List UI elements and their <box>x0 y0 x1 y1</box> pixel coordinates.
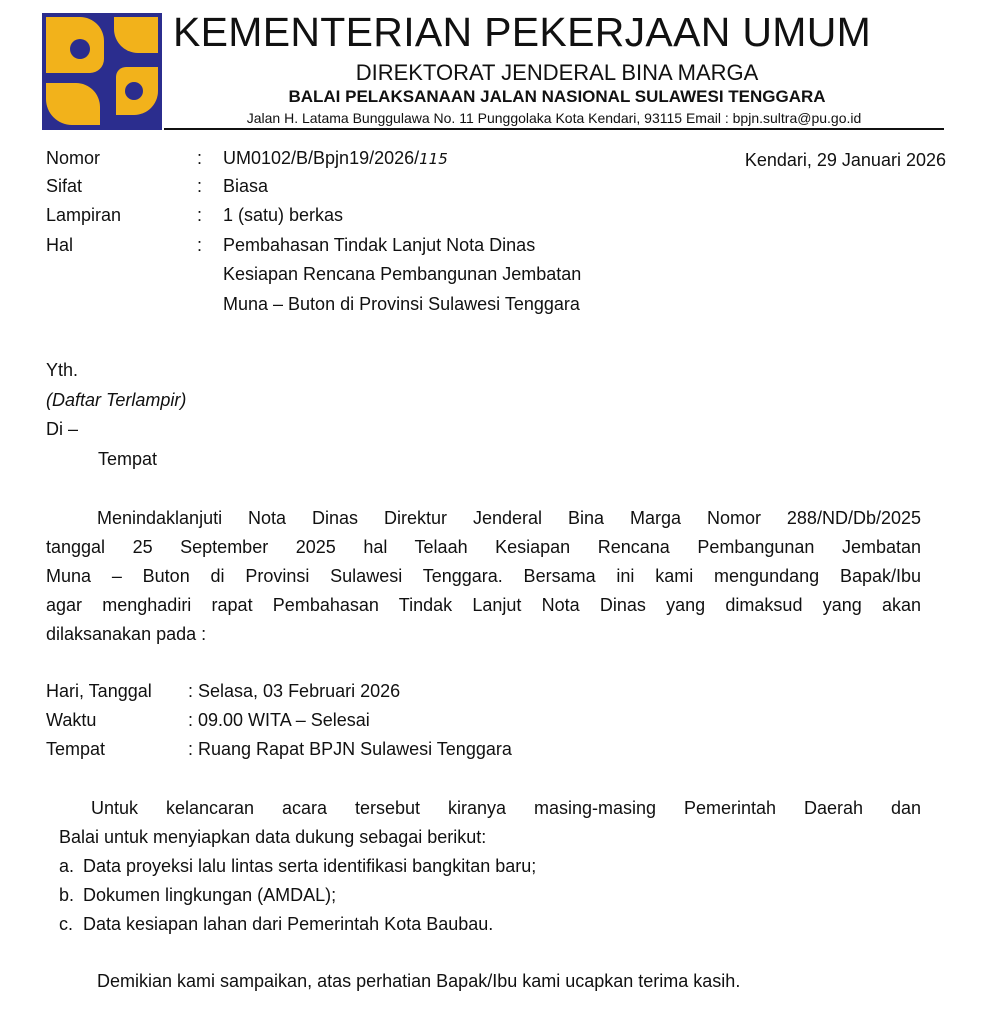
addressee-list: (Daftar Terlampir) <box>46 390 187 410</box>
schedule-value: : Selasa, 03 Februari 2026 <box>188 681 401 701</box>
sifat-label: Sifat <box>46 176 83 196</box>
nomor-number: UM0102/B/Bpjn19/2026/ <box>223 148 420 168</box>
request-line: Untuk kelancaran acara tersebut kiranya masing-masing Pemerintah Daerah dan <box>91 798 921 818</box>
office-title: BALAI PELAKSANAAN JALAN NASIONAL SULAWESI TENGGARA <box>288 87 826 106</box>
list-text: Data kesiapan lahan dari Pemerintah Kota Baubau. <box>83 914 494 934</box>
schedule-label: Hari, Tanggal <box>46 681 152 701</box>
list-marker: a. <box>59 856 75 876</box>
hal-line: Muna – Buton di Provinsi Sulawesi Tenggara <box>223 294 580 314</box>
list-marker: b. <box>59 885 75 905</box>
request-line: Balai untuk menyiapkan data dukung sebagai berikut: <box>59 827 487 847</box>
hal-label: Hal <box>46 235 74 255</box>
list-text: Data proyeksi lalu lintas serta identifikasi bangkitan baru; <box>83 856 537 876</box>
closing-line: Demikian kami sampaikan, atas perhatian Bapak/Ibu kami ucapkan terima kasih. <box>97 971 741 991</box>
nomor-value <box>223 146 448 171</box>
colon: : <box>197 235 203 255</box>
hal-line: Kesiapan Rencana Pembangunan Jembatan <box>223 264 582 284</box>
nomor-label: Nomor <box>46 148 101 168</box>
office-address: Jalan H. Latama Bunggulawa No. 11 Punggolaka Kota Kendari, 93115 Email : bpjn.sultra@pu.go.id <box>164 109 944 130</box>
intro-line: agar menghadiri rapat Pembahasan Tindak Lanjut Nota Dinas yang dimaksud yang akan <box>46 595 921 615</box>
schedule-value: : Ruang Rapat BPJN Sulawesi Tenggara <box>188 739 512 759</box>
list-marker: c. <box>59 914 74 934</box>
place-date: Kendari, 29 Januari 2026 <box>744 150 946 170</box>
directorate-title: DIREKTORAT JENDERAL BINA MARGA <box>355 60 759 85</box>
addressee-tempat: Tempat <box>98 449 158 469</box>
addressee-di: Di – <box>46 419 79 439</box>
schedule-label: Tempat <box>46 739 106 759</box>
sifat-value: Biasa <box>223 176 269 196</box>
intro-line: Muna – Buton di Provinsi Sulawesi Tenggara. Bersama ini kami mengundang Bapak/Ibu <box>46 566 921 586</box>
list-text: Dokumen lingkungan (AMDAL); <box>83 885 337 905</box>
schedule-label: Waktu <box>46 710 97 730</box>
addressee-yth: Yth. <box>46 360 79 380</box>
schedule-value: : 09.00 WITA – Selesai <box>188 710 370 730</box>
lampiran-value: 1 (satu) berkas <box>223 205 344 225</box>
ministry-title: KEMENTERIAN PEKERJAAN UMUM <box>173 9 872 55</box>
colon: : <box>197 148 203 168</box>
intro-line: tanggal 25 September 2025 hal Telaah Kesiapan Rencana Pembangunan Jembatan <box>46 537 921 557</box>
hal-line: Pembahasan Tindak Lanjut Nota Dinas <box>223 235 536 255</box>
nomor-handwritten: 115 <box>419 150 448 168</box>
intro-line: Menindaklanjuti Nota Dinas Direktur Jenderal Bina Marga Nomor 288/ND/Db/2025 <box>97 508 921 528</box>
pu-logo <box>42 13 162 130</box>
lampiran-label: Lampiran <box>46 205 122 225</box>
colon: : <box>197 205 203 225</box>
intro-line: dilaksanakan pada : <box>46 624 207 644</box>
colon: : <box>197 176 203 196</box>
